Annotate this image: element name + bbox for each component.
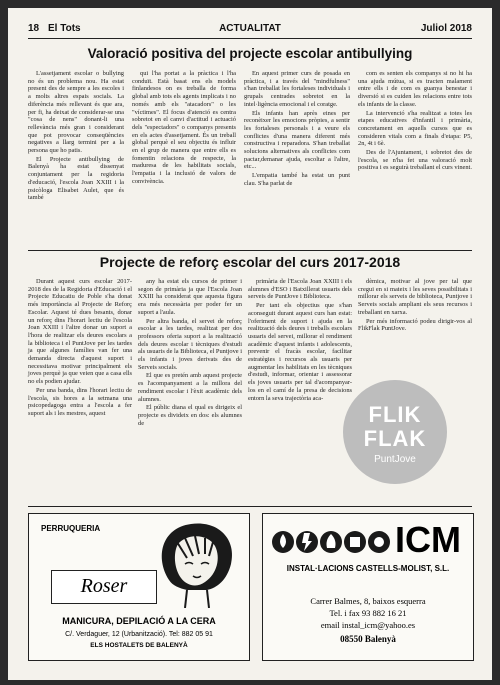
ad-icm-email: email instal_icm@yahoo.es — [320, 620, 416, 630]
ad-icm-installacions — [262, 513, 474, 661]
article-paragraph: En aquest primer curs de posada en pràctica, i a través del "mindfulness" s'han treballat les fortaleses individuals i grupals centrades sobretot en la intel·ligència emocional i el coratge. — [244, 70, 350, 108]
article1-column-3 — [244, 70, 350, 189]
article1-column-2 — [132, 70, 236, 187]
article-paragraph: Des de l'Ajuntament, i sobretot des de l'escola, se n'ha fet una valoració molt positiva i es seguirà treballant el curs vinent. — [358, 149, 472, 172]
article2-column-3 — [248, 278, 352, 403]
article-paragraph: any ha estat els cursos de primer i segon de primària ja que l'Escola Joan XXIII ha considerat que aquesta figura era més necessària per poder fer un suport a l'aula. — [138, 278, 242, 316]
article-paragraph: Per altra banda, el servei de reforç escolar a les tardes, realitzat per dos professors oferia suport a la realització dels deures escolar i tècniques d'estudi als usuaris de la Biblioteca, el Puntjove i els infants i joves derivats des de Serveis socials. — [138, 317, 243, 371]
article2-column-4 — [358, 278, 472, 334]
article-paragraph: La intervenció s'ha realitzat a totes les etapes educatives d'infantil i primària, concretament en aquells cursos que es consideren vitals com a finals d'etapa: P5, 2n, 4t i 6è. — [358, 109, 472, 148]
utility-icons-row — [271, 526, 391, 558]
header-rule — [28, 38, 472, 39]
magazine-name: El Tots — [48, 23, 81, 34]
magazine-page — [8, 8, 492, 680]
ad-icm-subtitle: INSTAL·LACIONS CASTELLS-MOLIST, S.L. — [286, 564, 450, 573]
roser-logo-box — [51, 570, 157, 604]
flikflak-logo-line3: PuntJove — [374, 454, 416, 465]
ad-icm-address: Carrer Balmes, 8, baixos esquerra — [310, 596, 426, 606]
ad-roser-address: C/. Verdaguer, 12 (Urbanització). Tel: 882 05 91 — [65, 631, 213, 638]
section-name: ACTUALITAT — [219, 23, 281, 34]
article-paragraph: Per tant els objectius que s'han aconseguit durant aquest curs han estat: l'oferiment de suport i ajuda en la realització dels deures i treballs escolars usuaris del servei, millorar el rendiment acadèmic d'aquest infants i adolescents, prevenir el fracàs escolar, facilitar estratègies i recursos als usuaris per augmentar les habilitats en les tècniques d'estudi, informar, orientar i assessorar els joves usuaris per tal d'acompanyar-los en el camí de la presa de decisions entorn la seva trajectòria aca- — [248, 302, 352, 402]
article-paragraph: El que es pretén amb aquest projecte es l'acompanyament a la millora del rendiment escolar i l'èxit acadèmic dels alumnes. — [138, 372, 242, 403]
flikflak-logo-line1: FLIK — [368, 402, 422, 427]
issue-date: Juliol 2018 — [420, 23, 472, 34]
article-paragraph: Per una banda, dins l'horari lectiu de l'escola, sis hores a la setmana una psicopedagoga entra a l'escola a fer suport als i les mestres, aquest — [28, 386, 132, 417]
article2-column-1 — [28, 278, 132, 419]
ad-perruqueria-roser — [28, 513, 250, 661]
article-paragraph: Durant aquest curs escolar 2017-2018 des de la Regidoria d'Educació i el Projecte Educatiu de Poble s'ha donat més importància al Projecte de Reforç Escolar. Aquest té dues besants, donar un reforç dins l'horari lectiu de l'escola Joan XXIII i l'altre donar un suport a l'hora de realitzar els deures escolars a la biblioteca i el PuntJove per les tardes ja que algunes famílies van fer una demanda directa d'aquest suport i necessitava motivar principalment els joves perquè ja que veien que a casa ells no els podien ajudar. — [28, 278, 132, 386]
ad-roser-label: PERRUQUERIA — [41, 524, 101, 533]
article-paragraph: primària de l'Escola Joan XXIII i els alumnes d'ESO i Batxillerat usuaris dels serveis de PuntJove i Biblioteca. — [248, 278, 352, 301]
ad-icm-phone: Tel. i fax 93 882 16 21 — [329, 608, 407, 618]
flikflak-logo-line2: FLAK — [363, 426, 427, 451]
page-number: 18 — [28, 23, 40, 34]
article-paragraph: com es senten els companys si no hi ha una ajuda mútua, si es tracten malament entre ells i de com es guanya benestar i diversió si es cuiden les relacions entre tots els infants de la classe. — [358, 70, 472, 108]
article-paragraph: dèmica, motivar al jove per tal que cregui en si mateix i les seves possibilitats i millorar els serveis de biblioteca, Puntjove i Serveis socials ampliant els seus recursos i treballant en xarxa. — [358, 278, 472, 316]
ad-roser-services: MANICURA, DEPILACIÓ A LA CERA — [62, 616, 216, 626]
article-paragraph: L'empatia també ha estat un punt clau. S'ha parlat de — [244, 172, 350, 187]
flikflak-logo — [343, 380, 447, 484]
ad-icm-brand: ICM — [395, 519, 461, 560]
article-paragraph: L'assetjament escolar o bullying no és un problema nou. Ha estat present des de sempre a les escoles i a molts altres espais socials. La diferència més rellevant és que ara, per fi, ha deixat de considerar-se una "cosa de nens" donant-li una rellevància més gran i considerant que pot provocar conseqüències negatives a llarg termini per a la persona que ho patis. — [28, 70, 124, 155]
article-paragraph: qui l'ha portat a la pràctica i l'ha conduït. Està basat ens els models finlandesos on es treballa de forma global amb tots els agents implicats i no només amb els "atacadors" o les "víctimes". El focus d'atenció es centra sobretot en el canvi d'actitud i actuació dels "espectadors" o companys presents en els actes d'assetjament. És un treball global perquè el seu objectiu és influir en el grup de manera que entre ells es fomentin relacions de respecte, la maduresa de les habilitats socials, l'empatia i la inclusió de valors de convivència. — [132, 70, 236, 185]
article-divider — [28, 250, 472, 251]
article2-column-2 — [138, 278, 242, 428]
article1-title: Valoració positiva del projecte escolar antibullying — [87, 46, 413, 61]
article1-column-4 — [358, 70, 472, 173]
article-paragraph: Els infants han après eines per reconèixer les emocions pròpies, a sentir les fortaleses personals i a veure els conflictes d'una manera diferent més constructiva i reparadora. S'han treballat solucions alternatives als conflictes com pactar,demanar ajuda, escoltar a l'altre, etc... — [244, 109, 350, 171]
article1-column-1 — [28, 70, 124, 203]
page-header — [28, 23, 472, 37]
article-paragraph: El Projecte antibullying de Balenyà ha estat dissenyat conjuntament per la regidoria d'educació, l'escola Joan XXIII i la psicòloga Elisabet Aulet, que és també — [28, 155, 124, 202]
ad-icm-city: 08550 Balenyà — [340, 634, 396, 644]
ad-roser-name: Roser — [80, 575, 128, 597]
article-paragraph: El públic diana el qual es dirigeix el projecte es divideix en dos: els alumnes de — [138, 404, 242, 427]
article-paragraph: Per més informació podeu dirigir-vos al FlikFlak PuntJove. — [358, 317, 472, 333]
ad-roser-area: ELS HOSTALETS DE BALENYÀ — [90, 642, 188, 649]
ads-divider — [28, 506, 472, 507]
woman-portrait-illustration — [147, 518, 243, 608]
article2-title: Projecte de reforç escolar del curs 2017-2018 — [99, 254, 401, 270]
